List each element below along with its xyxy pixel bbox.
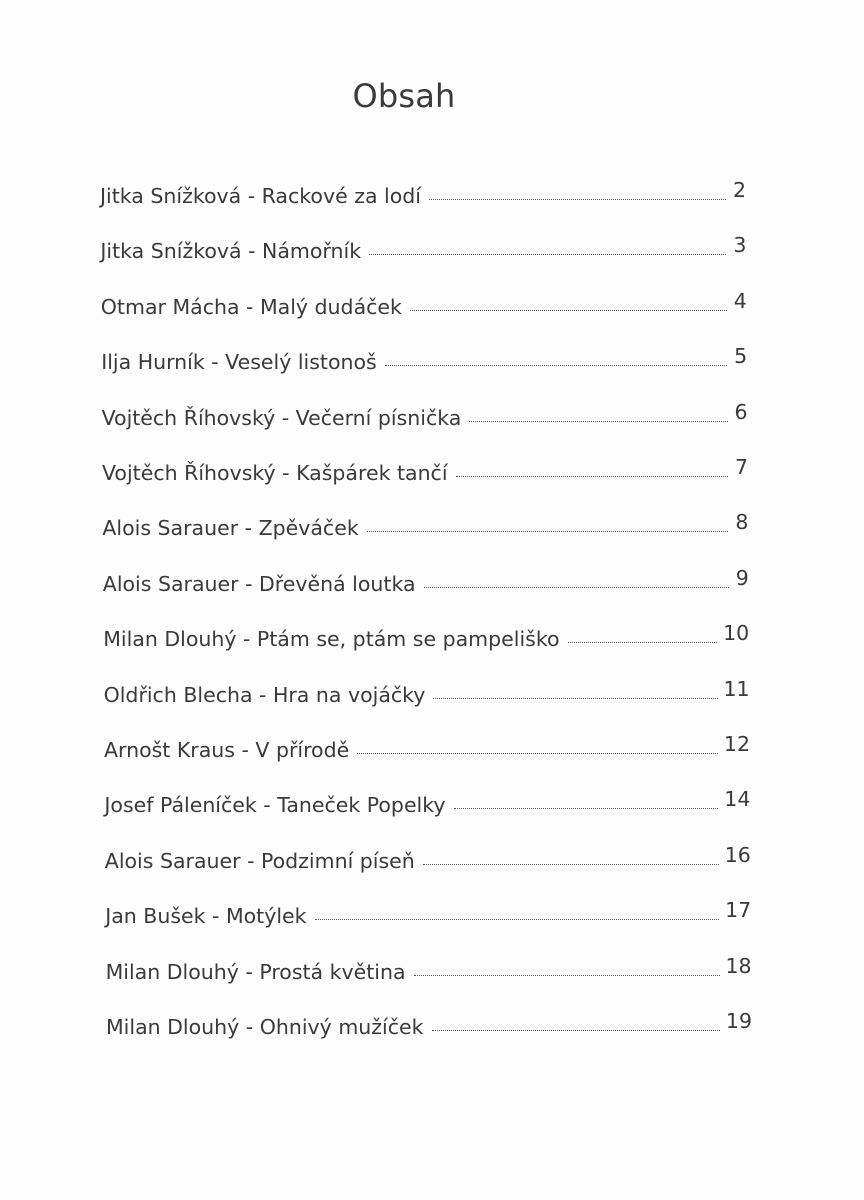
toc-entry-page: 10 [723, 621, 750, 646]
dot-leader [456, 476, 728, 477]
dot-leader [410, 310, 727, 311]
dot-leader [568, 642, 718, 643]
toc-entry-page: 4 [733, 288, 747, 313]
toc-entry-title: Milan Dlouhý - Prostá květina [105, 959, 406, 984]
dot-leader [315, 919, 720, 920]
dot-leader [433, 698, 717, 699]
dot-leader [385, 365, 727, 366]
toc-entry-page: 12 [723, 732, 750, 756]
toc-entry-title: Alois Sarauer - Zpěváček [102, 516, 359, 541]
toc-entry-title: Arnošt Kraus - V přírodě [104, 738, 350, 762]
toc-entry[interactable] [100, 172, 746, 208]
toc-entry[interactable] [102, 449, 748, 485]
dot-leader [454, 808, 719, 809]
toc-entry-title: Alois Sarauer - Podzimní píseň [104, 848, 415, 873]
dot-leader [414, 975, 720, 976]
page-title: Obsah [352, 77, 456, 116]
dot-leader [369, 254, 726, 255]
toc-entry-title: Milan Dlouhý - Ptám se, ptám se pampeliško [103, 627, 560, 652]
toc-entry-title: Jitka Snížková - Rackové za lodí [100, 184, 421, 208]
toc-entry-title: Milan Dlouhý - Ohnivý mužíček [106, 1015, 424, 1039]
toc-entry-page: 18 [725, 953, 752, 978]
toc-entry-page: 3 [733, 233, 747, 258]
toc-entry-title: Otmar Mácha - Malý dudáček [100, 294, 402, 319]
toc-entry-title: Jitka Snížková - Námořník [100, 239, 362, 264]
toc-entry-page: 11 [723, 676, 750, 701]
toc-entry-title: Josef Páleníček - Taneček Popelky [104, 793, 446, 818]
toc-entry[interactable] [102, 504, 748, 540]
toc-entry[interactable] [101, 283, 747, 319]
toc-entry[interactable] [101, 338, 747, 374]
toc-entry-page: 9 [735, 565, 749, 590]
toc-entry[interactable] [106, 1003, 752, 1039]
dot-leader [429, 199, 726, 200]
toc-entry-title: Alois Sarauer - Dřevěná loutka [102, 571, 416, 596]
toc-entry-page: 7 [734, 455, 748, 479]
toc-entry-title: Jan Bušek - Motýlek [105, 904, 307, 929]
toc-entry[interactable] [103, 560, 749, 596]
toc-entry-title: Oldřich Blecha - Hra na vojáčky [103, 682, 426, 707]
toc-entry-title: Vojtěch Říhovský - Kašpárek tančí [102, 461, 448, 485]
toc-entry-page: 14 [724, 787, 751, 812]
toc-entry-title: Vojtěch Říhovský - Večerní písnička [101, 405, 462, 430]
dot-leader [423, 864, 719, 865]
dot-leader [424, 587, 729, 588]
dot-leader [469, 421, 727, 422]
toc-entry[interactable] [104, 671, 750, 707]
toc-entry[interactable] [103, 615, 749, 651]
dot-leader [367, 531, 729, 532]
toc-entry[interactable] [106, 948, 752, 984]
toc-entry-page: 16 [724, 842, 751, 867]
toc-entry[interactable] [102, 394, 748, 430]
toc-entry-page: 6 [734, 399, 748, 424]
toc-entry-page: 8 [735, 510, 749, 535]
toc-entry[interactable] [105, 892, 751, 928]
toc-entry-page: 2 [732, 178, 746, 202]
dot-leader [357, 753, 718, 754]
toc-entry-page: 19 [725, 1009, 752, 1033]
toc-entry[interactable] [104, 781, 750, 817]
toc-entry[interactable] [100, 227, 746, 263]
toc-entry-page: 5 [734, 344, 748, 369]
toc-entry[interactable] [104, 726, 750, 762]
toc-entry-page: 17 [725, 898, 752, 923]
toc-entry-title: Ilja Hurník - Veselý listonoš [101, 350, 377, 375]
dot-leader [432, 1030, 720, 1031]
toc-entry[interactable] [105, 837, 751, 873]
